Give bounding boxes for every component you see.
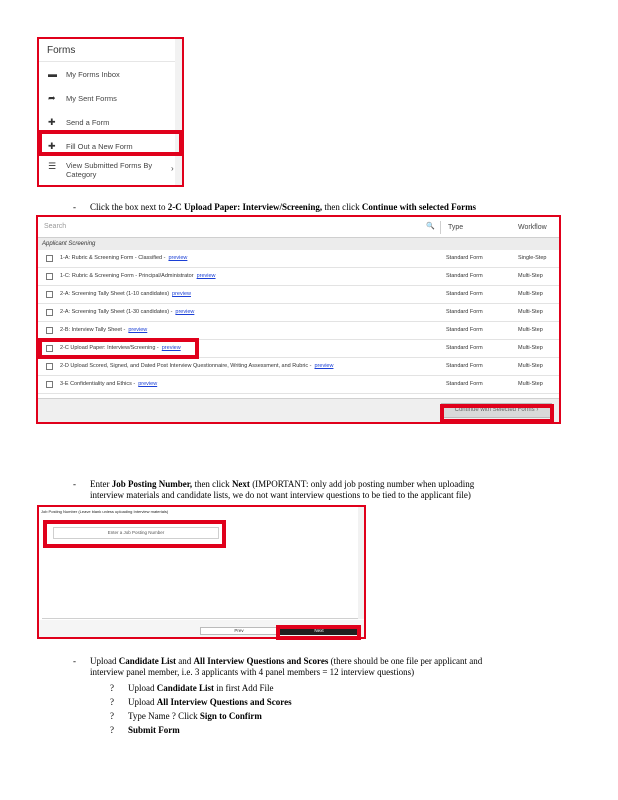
- plus-icon: ✚: [48, 117, 56, 127]
- table-row[interactable]: [38, 376, 559, 394]
- table-row[interactable]: [38, 268, 559, 286]
- text: interview panel member, i.e. 3 applicants with 4 panel members = 12 interview questions): [90, 667, 415, 677]
- form-name: [60, 273, 216, 279]
- form-name: [60, 255, 187, 261]
- bold-text: Job Posting Number,: [111, 479, 193, 489]
- row-checkbox[interactable]: [46, 381, 53, 388]
- table-row[interactable]: [38, 286, 559, 304]
- row-checkbox[interactable]: [46, 255, 53, 262]
- preview-link[interactable]: preview: [128, 327, 148, 333]
- form-name-text: 1-C: Rubric & Screening Form - Principal/Administrator: [60, 273, 194, 279]
- forms-table: [36, 215, 561, 424]
- menu-item-label: [66, 161, 152, 179]
- sub-step-1: [110, 683, 274, 694]
- search-input[interactable]: Search: [44, 223, 67, 230]
- bold-text: All Interview Questions and Scores: [193, 656, 329, 666]
- form-name-text: 2-B: Interview Tally Sheet -: [60, 327, 126, 333]
- column-header-workflow[interactable]: Workflow: [518, 224, 547, 231]
- form-type: Standard Form: [446, 363, 483, 369]
- row-checkbox[interactable]: [46, 309, 53, 316]
- bullet-glyph: ?: [110, 711, 114, 721]
- plus-icon: ✚: [48, 141, 56, 151]
- highlight-fill-out-new-form: [38, 130, 183, 156]
- form-name-text: 1-A: Rubric & Screening Form - Classified -: [60, 255, 166, 261]
- sub-step-3: [110, 711, 262, 722]
- column-divider: [440, 221, 441, 234]
- table-row[interactable]: [38, 304, 559, 322]
- text: then click: [192, 479, 232, 489]
- form-type: Standard Form: [446, 309, 483, 315]
- scrollbar[interactable]: [175, 39, 182, 185]
- preview-link[interactable]: preview: [168, 255, 188, 261]
- inbox-icon: ▬: [48, 69, 57, 79]
- highlight-next-button: [276, 625, 361, 640]
- form-workflow: Multi-Step: [518, 309, 543, 315]
- row-checkbox[interactable]: [46, 291, 53, 298]
- form-name: [60, 363, 333, 369]
- text: Type Name ? Click: [128, 711, 200, 721]
- column-header-type[interactable]: Type: [448, 224, 464, 231]
- bold-text: 2-C Upload Paper: Interview/Screening,: [167, 202, 323, 212]
- form-name: [60, 309, 194, 315]
- form-type: Standard Form: [446, 273, 483, 279]
- divider: [39, 61, 176, 62]
- menu-item-label-line1: View Submitted Forms By: [66, 161, 153, 170]
- search-row: [38, 217, 559, 238]
- bullet-dash: -: [73, 479, 76, 489]
- form-name: [60, 291, 191, 297]
- forms-title: Forms: [47, 45, 76, 56]
- form-type: Standard Form: [446, 255, 483, 261]
- text: Upload: [128, 697, 157, 707]
- bullet-glyph: ?: [110, 683, 114, 693]
- text: (IMPORTANT:: [249, 479, 311, 489]
- bold-text: Next: [231, 479, 250, 489]
- form-type: Standard Form: [446, 327, 483, 333]
- preview-link[interactable]: preview: [138, 381, 158, 387]
- menu-item-view-submitted-forms[interactable]: [39, 159, 176, 185]
- bold-text: Continue with selected Forms: [361, 202, 477, 212]
- preview-link[interactable]: preview: [172, 291, 191, 297]
- text: only add job posting number when uploading: [310, 479, 475, 489]
- bold-text: Submit Form: [128, 725, 180, 735]
- menu-item-label: My Forms Inbox: [66, 70, 120, 79]
- bold-text: Candidate List: [156, 683, 215, 693]
- menu-item-my-sent-forms[interactable]: [39, 88, 176, 110]
- bullet-glyph: ?: [110, 725, 114, 735]
- bold-text: All Interview Questions and Scores: [156, 697, 292, 707]
- next-button[interactable]: Next: [280, 627, 358, 635]
- row-checkbox[interactable]: [46, 327, 53, 334]
- share-arrow-icon: ➦: [48, 93, 56, 103]
- step1-instruction: [90, 202, 476, 213]
- text: and: [176, 656, 194, 666]
- bold-text: Candidate List: [118, 656, 177, 666]
- row-checkbox[interactable]: [46, 273, 53, 280]
- form-workflow: Multi-Step: [518, 273, 543, 279]
- bullet-dash: -: [73, 202, 76, 212]
- search-icon[interactable]: 🔍: [426, 223, 435, 230]
- text: interview materials and candidate lists, we do not want interview questions to be tied to the applicant file): [90, 490, 471, 500]
- form-type: Standard Form: [446, 345, 483, 351]
- required-marker: •: [43, 519, 45, 525]
- text: in first Add File: [214, 683, 274, 693]
- highlight-job-posting-input: [43, 520, 226, 548]
- list-icon: ☰: [48, 161, 57, 171]
- table-row[interactable]: [38, 358, 559, 376]
- forms-menu: [39, 39, 176, 185]
- bullet-dash: -: [73, 656, 76, 666]
- highlight-2c-upload-row: [38, 338, 199, 359]
- menu-item-label-line2: Category: [66, 170, 97, 179]
- form-name-text: 2-A: Screening Tally Sheet (1-30 candidates) -: [60, 309, 173, 315]
- form-name: [60, 381, 157, 387]
- prev-button[interactable]: Prev: [200, 627, 278, 635]
- form-name: [60, 327, 147, 333]
- text: Upload: [128, 683, 157, 693]
- text: Click the box next to: [90, 202, 168, 212]
- form-name-text: 3-E Confidentiality and Ethics -: [60, 381, 136, 387]
- form-name-text: 2-C Upload Paper: Interview/Screening -: [60, 345, 159, 351]
- menu-item-label: My Sent Forms: [66, 94, 117, 103]
- text: Upload: [90, 656, 119, 666]
- chevron-right-icon: ›: [171, 164, 174, 173]
- job-posting-header: Job Posting Number (Leave blank unless uploading Interview materials): [41, 509, 169, 514]
- form-workflow: Single-Step: [518, 255, 547, 261]
- menu-item-label: Send a Form: [66, 118, 110, 127]
- sub-step-4: [110, 725, 180, 736]
- form-workflow: Multi-Step: [518, 327, 543, 333]
- text: then click: [322, 202, 362, 212]
- preview-link[interactable]: preview: [196, 273, 216, 279]
- sub-step-2: [110, 697, 292, 708]
- table-row[interactable]: [38, 250, 559, 268]
- menu-item-label: Fill Out a New Form: [66, 142, 133, 151]
- row-checkbox[interactable]: [46, 363, 53, 370]
- text: Enter: [90, 479, 112, 489]
- form-workflow: Multi-Step: [518, 381, 543, 387]
- text: (there should be one file per applicant and: [328, 656, 483, 666]
- menu-item-my-forms-inbox[interactable]: [39, 64, 176, 86]
- form-name-text: 2-D Upload Scored, Signed, and Dated Post Interview Questionnaire, Writing Assessment, and Rubric -: [60, 363, 312, 369]
- step2-instruction: [90, 479, 570, 501]
- forms-sidebar: [37, 37, 184, 187]
- scrollbar[interactable]: [358, 507, 364, 619]
- form-workflow: Multi-Step: [518, 363, 543, 369]
- form-type: Standard Form: [446, 381, 483, 387]
- continue-with-selected-forms-button[interactable]: Continue with Selected Forms ›: [441, 403, 552, 418]
- form-workflow: Multi-Step: [518, 345, 543, 351]
- form-name-text: 2-A: Screening Tally Sheet (1-10 candidates): [60, 291, 170, 297]
- group-header: Applicant Screening: [38, 238, 559, 250]
- form-workflow: Multi-Step: [518, 291, 543, 297]
- preview-link[interactable]: preview: [175, 309, 195, 315]
- bullet-glyph: ?: [110, 697, 114, 707]
- bold-text: Sign to Confirm: [199, 711, 262, 721]
- highlight-continue-button: [440, 404, 554, 423]
- job-posting-number-input[interactable]: Enter a Job Posting Number: [53, 527, 219, 539]
- form-type: Standard Form: [446, 291, 483, 297]
- preview-link[interactable]: preview: [161, 345, 181, 351]
- step3-instruction: [90, 656, 580, 678]
- preview-link[interactable]: preview: [314, 363, 334, 369]
